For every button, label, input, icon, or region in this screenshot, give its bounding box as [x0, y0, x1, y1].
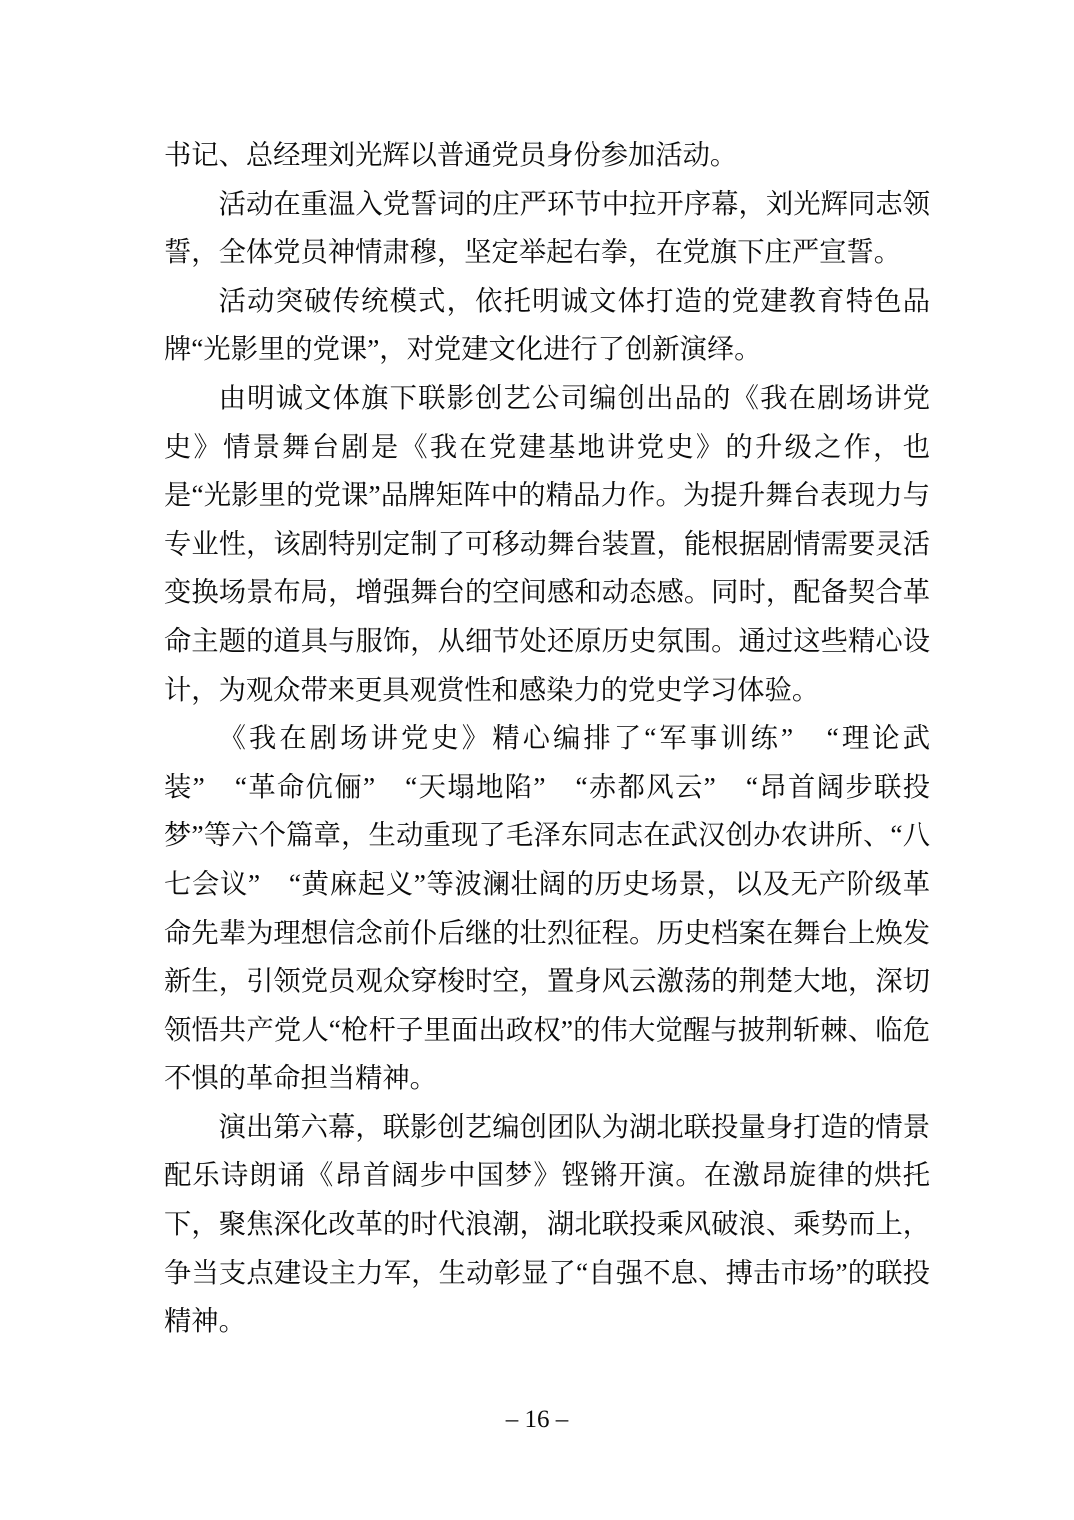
page-footer: [0, 1406, 1074, 1434]
paragraph-6: 演出第六幕，联影创艺编创团队为湖北联投量身打造的情景配乐诗朗诵《昂首阔步中国梦》铿锵开演。在激昂旋律的烘托下，聚焦深化改革的时代浪潮，湖北联投乘风破浪、乘势而上，争当支点建设主力军，生动彰显了“自强不息、搏击市场”的联投精神。: [164, 1111, 930, 1337]
paragraph-4: 由明诚文体旗下联影创艺公司编创出品的《我在剧场讲党史》情景舞台剧是《我在党建基地讲党史》的升级之作，也是“光影里的党课”品牌矩阵中的精品力作。为提升舞台表现力与专业性，该剧特别定制了可移动舞台装置，能根据剧情需要灵活变换场景布局，增强舞台的空间感和动态感。同时，配备契合革命主题的道具与服饰，从细节处还原历史氛围。通过这些精心设计，为观众带来更具观赏性和感染力的党史学习体验。: [164, 382, 930, 705]
paragraph-5: 《我在剧场讲党史》精心编排了“军事训练” “理论武装” “革命伉俪” “天塌地陷” “赤都风云” “昂首阔步联投梦”等六个篇章，生动重现了毛泽东同志在武汉创办农讲所、“八七会议” “黄麻起义”等波澜壮阔的历史场景，以及无产阶级革命先辈为理想信念前仆后继的壮烈征程。历史档案在舞台上焕发新生，引领党员观众穿梭时空，置身风云激荡的荆楚大地，深切领悟共产党人“枪杆子里面出政权”的伟大觉醒与披荆斩棘、临危不惧的革命担当精神。: [164, 723, 930, 1094]
page-number: – 16 –: [505, 1406, 569, 1433]
paragraph-1: 书记、总经理刘光辉以普通党员身份参加活动。: [164, 140, 738, 170]
document-body: [164, 131, 930, 1346]
paragraph-2: 活动在重温入党誓词的庄严环节中拉开序幕，刘光辉同志领誓，全体党员神情肃穆，坚定举起右拳，在党旗下庄严宣誓。: [164, 188, 930, 268]
paragraph-3: 活动突破传统模式，依托明诚文体打造的党建教育特色品牌“光影里的党课”，对党建文化进行了创新演绎。: [164, 285, 930, 365]
